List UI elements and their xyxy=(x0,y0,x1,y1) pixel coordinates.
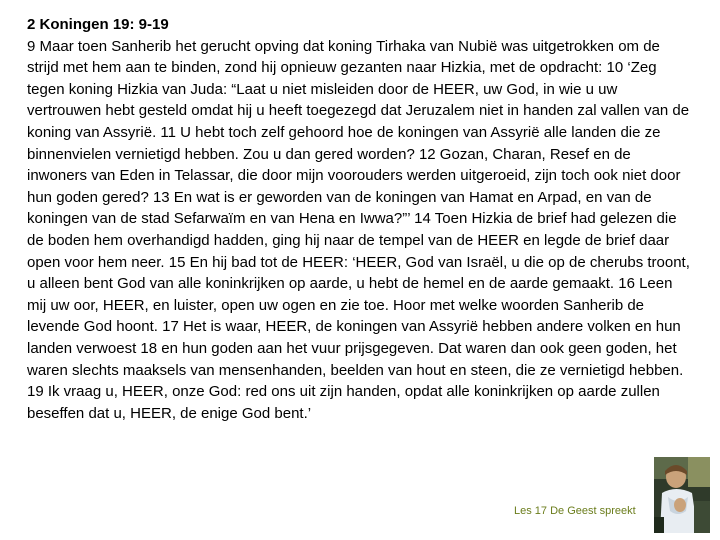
slide-content xyxy=(27,14,693,424)
slide-title: 2 Koningen 19: 9-19 xyxy=(27,16,169,33)
lesson-footer: Les 17 De Geest spreekt xyxy=(514,505,636,517)
praying-person-photo xyxy=(654,457,710,533)
scripture-text: 9 Maar toen Sanherib het gerucht opving dat koning Tirhaka van Nubië was uitgetrokken om de strijd met hem aan te binden, zond hij opnieuw gezanten naar Hizkia, met de opdracht: 10 ‘Zeg tegen koning Hizkia van Juda: “Laat u niet misleiden door de HEER, uw God, in wie u uw vertrouwen hebt gesteld omdat hij u heeft toegezegd dat Jeruzalem niet in handen zal vallen van de koning van Assyrië. 11 U hebt toch zelf gehoord hoe de koningen van Assyrië alle landen die ze binnenvielen vernietigd hebben. Zou u dan gered worden? 12 Gozan, Charan, Resef en de inwoners van Eden in Telassar, die door mijn voorouders werden uitgeroeid, zijn toch ook niet door hun goden gered? 13 En wat is er geworden van de koningen van Hamat en Arpad, en van de koningen van de stad Sefarwaïm en van Hena en Iwwa?”’ 14 Toen Hizkia de brief had gelezen die de boden hem overhandigd hadden, ging hij naar de tempel van de HEER en legde de brief daar open voor hem neer. 15 En hij bad tot de HEER: ‘HEER, God van Israël, u die op de cherubs troont, u alleen bent God van alle koninkrijken op aarde, u hebt de hemel en de aarde gemaakt. 16 Leen mij uw oor, HEER, en luister, open uw ogen en zie toe. Hoor met welke woorden Sanherib de levende God hoont. 17 Het is waar, HEER, de koningen van Assyrië hebben andere volken en hun landen verwoest 18 en hun goden aan het vuur prijsgegeven. Dat waren dan ook geen goden, het waren slechts maaksels van mensenhanden, beelden van hout en steen, die ze vernietigd hebben. 19 Ik vraag u, HEER, onze God: red ons uit zijn handen, opdat alle koninkrijken op aarde zullen beseffen dat u, HEER, de enige God bent.’ xyxy=(27,37,690,422)
